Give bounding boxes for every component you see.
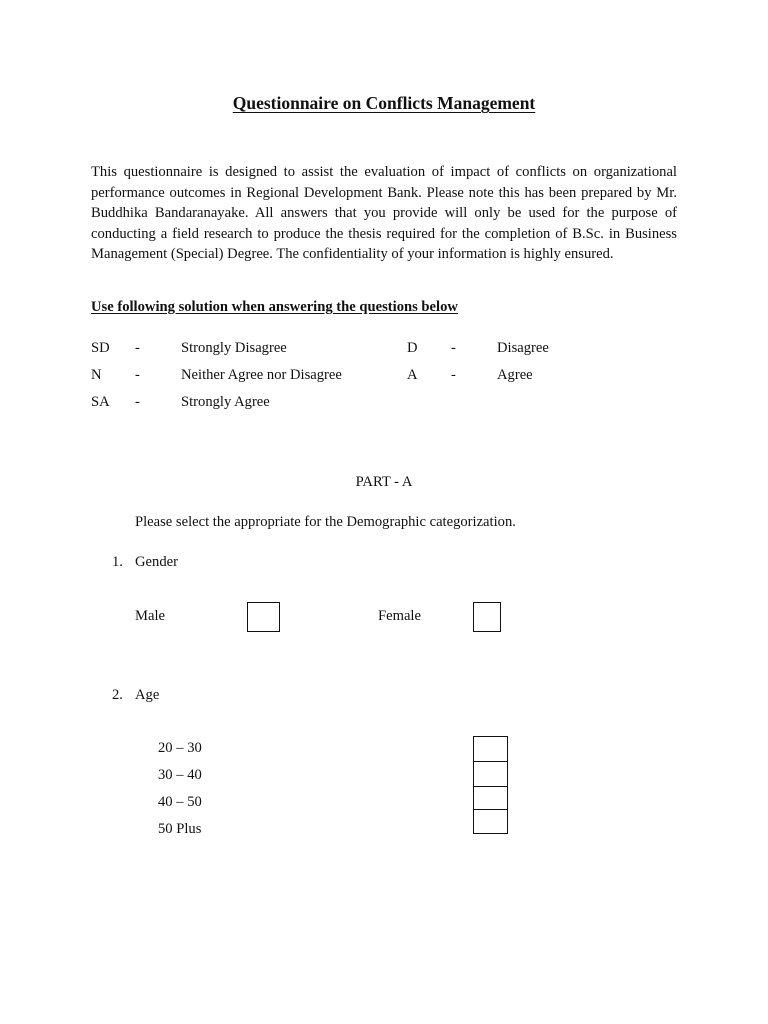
part-heading: PART - A [355, 474, 413, 490]
checkbox-age-40-50[interactable] [473, 786, 508, 810]
scale-heading: Use following solution when answering the questions below [91, 299, 458, 315]
option-label-age-20-30: 20 – 30 [158, 740, 202, 756]
option-label-male: Male [135, 608, 165, 624]
checkbox-age-30-40[interactable] [473, 761, 508, 787]
option-label-age-40-50: 40 – 50 [158, 794, 202, 810]
checkbox-female[interactable] [473, 602, 501, 632]
question-number: 1. [112, 554, 123, 570]
scale-dash: - [135, 367, 140, 383]
scale-code: N [91, 367, 102, 383]
checkbox-age-50-plus[interactable] [473, 809, 508, 834]
option-label-age-30-40: 30 – 40 [158, 767, 202, 783]
question-number: 2. [112, 687, 123, 703]
scale-row [0, 367, 768, 387]
intro-paragraph: This questionnaire is designed to assist the evaluation of impact of conflicts on organizational performance outcomes in Regional Development Bank. Please note this has been prepared by Mr. Buddhika Bandaranayake. All answers that you provide will only be used for the purpose of conducting a field research to produce the thesis required for the completion of B.Sc. in Business Management (Special) Degree. The confidentiality of your information is highly ensured. [91, 164, 677, 263]
option-label-female: Female [378, 608, 421, 624]
scale-label: Neither Agree nor Disagree [181, 367, 342, 383]
scale-label: Strongly Agree [181, 394, 270, 410]
scale-dash: - [135, 394, 140, 410]
instruction-text: Please select the appropriate for the Demographic categorization. [135, 514, 516, 530]
scale-code: SA [91, 394, 110, 410]
scale-label: Strongly Disagree [181, 340, 287, 356]
scale-code: SD [91, 340, 110, 356]
checkbox-age-20-30[interactable] [473, 736, 508, 762]
question-text: Gender [135, 554, 178, 570]
scale-dash: - [451, 340, 456, 356]
scale-code: D [407, 340, 418, 356]
document-title: Questionnaire on Conflicts Management [232, 93, 536, 113]
scale-label: Agree [497, 367, 533, 383]
question-text: Age [135, 687, 160, 703]
scale-code: A [407, 367, 418, 383]
scale-row [0, 340, 768, 360]
checkbox-male[interactable] [247, 602, 280, 632]
scale-dash: - [451, 367, 456, 383]
scale-row [0, 394, 768, 414]
option-label-age-50-plus: 50 Plus [158, 821, 202, 837]
scale-label: Disagree [497, 340, 549, 356]
scale-dash: - [135, 340, 140, 356]
